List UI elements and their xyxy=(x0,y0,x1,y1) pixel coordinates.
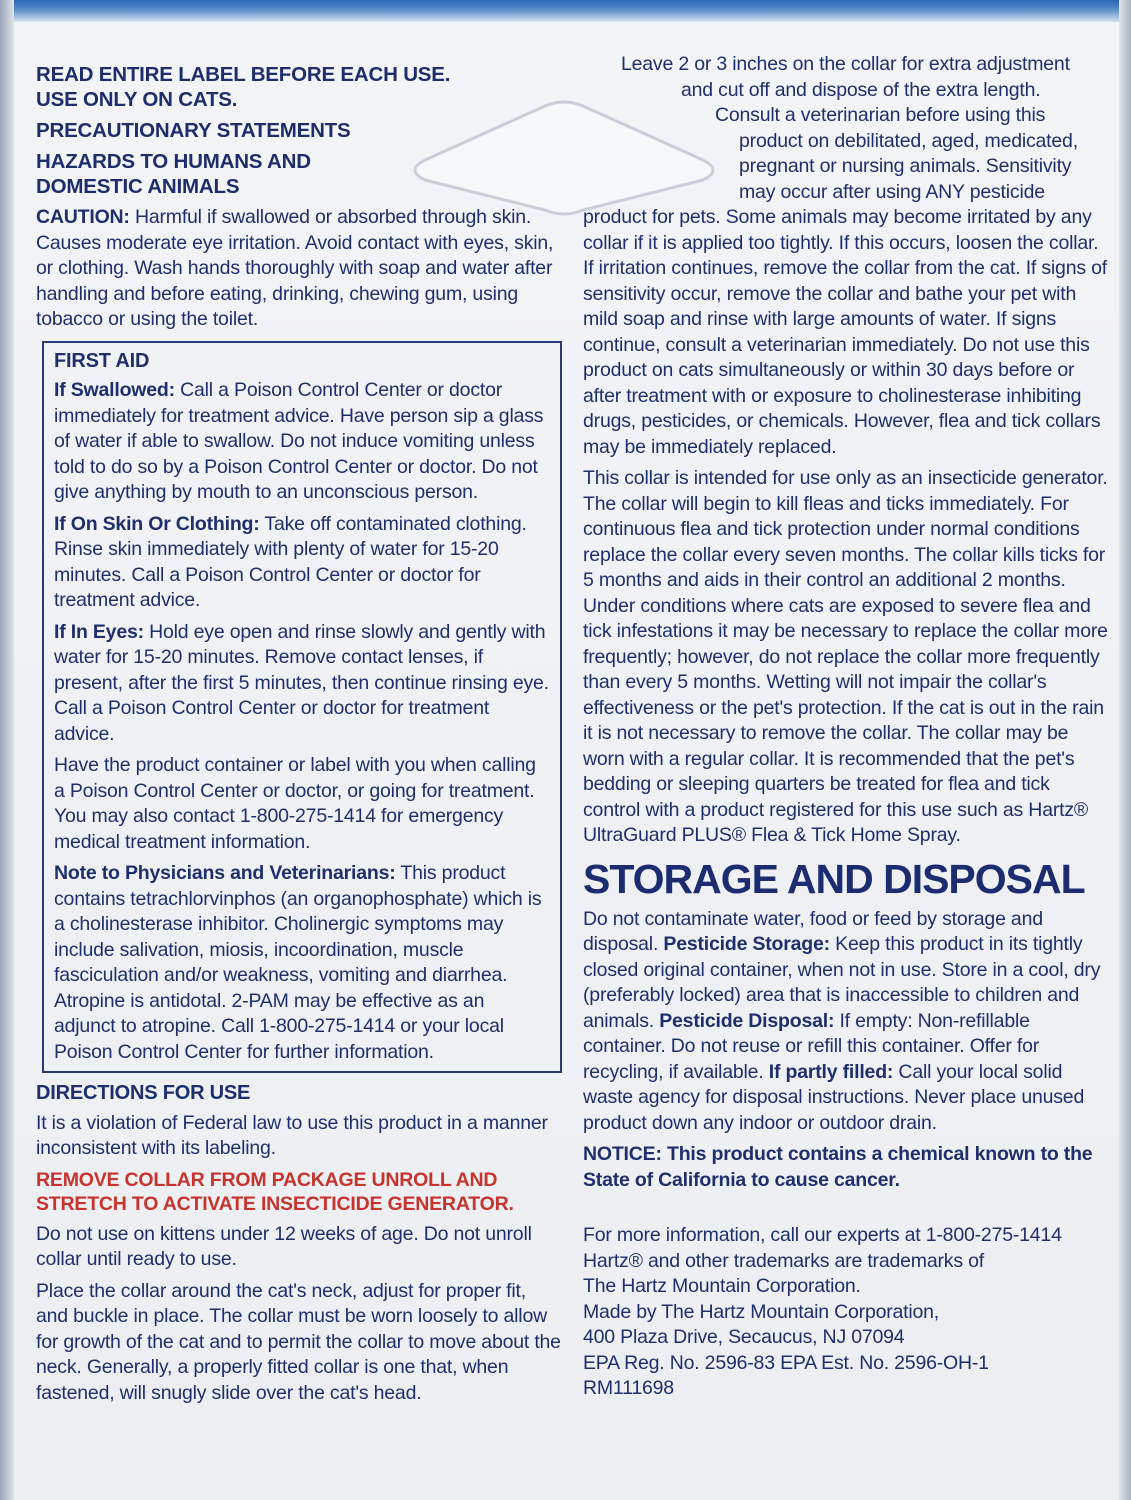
directions-kittens: Do not use on kittens under 12 weeks of age. Do not unroll collar until ready to use. xyxy=(36,1222,532,1270)
caution-label: CAUTION: xyxy=(36,206,130,228)
first-aid-container: Have the product container or label with you when calling a Poison Control Center or doctor, or going for treatment. You may also contact 1-800-275-1414 for emergency medical treatment information. xyxy=(54,754,536,853)
package-top-edge xyxy=(0,0,1131,22)
caution-paragraph xyxy=(36,205,562,333)
heading-hazards-line2: DOMESTIC ANIMALS xyxy=(36,175,240,198)
first-aid-note xyxy=(54,861,550,1065)
sensitivity-paragraph: product for pets. Some animals may become irritated by any collar if it is applied too tightly. If this occurs, loosen the collar. If irritation continues, remove the collar from the cat. If signs of sensitivity occur, remove the collar and bathe your pet with mild soap and rinse with large amounts of water. If signs continue, consult a veterinarian immediately. Do not use this product on cats simultaneously or within 30 days before or after treatment with or exposure to cholinesterase inhibiting drugs, pesticides, or chemicals. However, flea and tick collars may be immediately replaced. xyxy=(583,206,1107,458)
info-epa: EPA Reg. No. 2596-83 EPA Est. No. 2596-OH-1 xyxy=(583,1351,989,1374)
right-line3: Consult a veterinarian before using this xyxy=(715,104,1046,126)
directions-title: DIRECTIONS FOR USE xyxy=(36,1082,251,1104)
first-aid-title: FIRST AID xyxy=(54,349,150,372)
first-aid-box xyxy=(42,341,562,1074)
swallowed-text: Call a Poison Control Center or doctor immediately for treatment advice. Have person sip a glass of water if able to swallow. Do not induce vomiting unless told to do so by a Poison Control Center or doctor. Do not give anything by mouth to an unconscious person. xyxy=(54,379,544,503)
right-line6: may occur after using ANY pesticide xyxy=(739,180,1045,203)
note-text: This product contains tetrachlorvinphos (an organophosphate) which is a cholinesterase inhibitor. Cholinergic symptoms may include salivation, miosis, incoordination, muscle fasciculation and/or weakness, vomiting and diarrhea. Atropine is antidotal. 2-PAM may be effective as an adjunct to atropine. Call 1-800-275-1414 or your local Poison Control Center for further information. xyxy=(54,862,542,1063)
info-corporation: The Hartz Mountain Corporation. xyxy=(583,1275,861,1297)
directions-remove-collar: REMOVE COLLAR FROM PACKAGE UNROLL AND STRETCH TO ACTIVATE INSECTICIDE GENERATOR. xyxy=(36,1168,514,1215)
caution-text: Harmful if swallowed or absorbed through skin. Causes moderate eye irritation. Avoid contact with eyes, skin, or clothing. Wash hands thoroughly with soap and water after handling and before eating, drinking, chewing gum, using tobacco or using the toilet. xyxy=(36,206,554,330)
company-info xyxy=(583,1223,1108,1402)
pesticide-storage-label: Pesticide Storage: xyxy=(663,933,830,955)
info-lot-code: RM111698 xyxy=(583,1377,674,1399)
skin-label: If On Skin Or Clothing: xyxy=(54,512,260,535)
label-heading xyxy=(36,62,562,112)
first-aid-skin xyxy=(54,512,550,614)
package-right-edge xyxy=(1119,0,1131,1500)
pesticide-storage-text: Keep this product in its tightly closed original container, when not in use. Store in a cool, dry (preferably locked) area that is inaccessible to children and animals. xyxy=(583,933,1101,1032)
partly-filled-text: Call your local solid waste agency for disposal instructions. Never place unused product down any indoor or outdoor drain. xyxy=(583,1060,1085,1134)
heading-hazards xyxy=(36,149,562,199)
right-line5: pregnant or nursing animals. Sensitivity xyxy=(739,155,1072,177)
right-line2: and cut off and dispose of the extra length. xyxy=(681,78,1041,101)
pesticide-disposal-text: If empty: Non-refillable container. Do not reuse or refill this container. Offer for recycling, if available. xyxy=(583,1009,1040,1083)
info-address: 400 Plaza Drive, Secaucus, NJ 07094 xyxy=(583,1326,905,1348)
right-line4: product on debilitated, aged, medicated, xyxy=(739,129,1078,152)
storage-intro: Do not contaminate water, food or feed by storage and disposal. xyxy=(583,907,1043,955)
prop65-notice: NOTICE: This product contains a chemical known to the State of California to cause cancer. xyxy=(583,1143,1093,1191)
heading-read-label: READ ENTIRE LABEL BEFORE EACH USE. xyxy=(36,63,451,86)
intended-use-paragraph: This collar is intended for use only as an insecticide generator. The collar will begin to kill fleas and ticks immediately. For continuous flea and tick protection under normal conditions replace the collar every seven months. The collar kills ticks for 5 months and aids in their control an additional 2 months. Under conditions where cats are exposed to severe flea and tick infestations it may be necessary to replace the collar more frequently; however, do not replace the collar more frequently than every 5 months. Wetting will not impair the collar's effectiveness or the pet's protection. If the cat is out in the rain it is not necessary to remove the collar. The collar may be worn with a regular collar. It is recommended that the pet's bedding or sleeping quarters be treated for flea and tick control with a product registered for this use such as Hartz® UltraGuard PLUS® Flea & Tick Home Spray. xyxy=(583,467,1108,846)
heading-hazards-line1: HAZARDS TO HUMANS AND xyxy=(36,150,311,173)
partly-filled-label: If partly filled: xyxy=(768,1060,894,1083)
info-trademark: Hartz® and other trademarks are trademarks of xyxy=(583,1249,984,1272)
storage-title: STORAGE AND DISPOSAL xyxy=(583,855,1085,902)
pesticide-disposal-label: Pesticide Disposal: xyxy=(659,1009,835,1032)
eyes-label: If In Eyes: xyxy=(54,620,144,643)
info-phone: For more information, call our experts at 1-800-275-1414 xyxy=(583,1224,1062,1246)
heading-cats-only: USE ONLY ON CATS. xyxy=(36,88,238,111)
directions-federal: It is a violation of Federal law to use this product in a manner inconsistent with its labeling. xyxy=(36,1111,548,1159)
swallowed-label: If Swallowed: xyxy=(54,379,175,401)
directions-place: Place the collar around the cat's neck, adjust for proper fit, and buckle in place. The collar must be worn loosely to allow for growth of the cat and to permit the collar to move about the neck. Generally, a properly fitted collar is one that, when fastened, will snugly slide over the cat's head. xyxy=(36,1279,561,1404)
heading-precautionary: PRECAUTIONARY STATEMENTS xyxy=(36,119,351,142)
left-column xyxy=(36,62,562,1412)
first-aid-swallowed xyxy=(54,378,550,506)
note-label: Note to Physicians and Veterinarians: xyxy=(54,862,396,884)
first-aid-eyes xyxy=(54,620,550,748)
storage-paragraph xyxy=(583,907,1108,1137)
package-left-edge xyxy=(0,0,14,1500)
skin-text: Take off contaminated clothing. Rinse skin immediately with plenty of water for 15-20 minutes. Call a Poison Control Center or doctor for treatment advice. xyxy=(54,512,527,611)
right-column xyxy=(583,52,1108,1402)
info-made-by: Made by The Hartz Mountain Corporation, xyxy=(583,1300,940,1323)
right-line1: Leave 2 or 3 inches on the collar for extra adjustment xyxy=(621,53,1070,75)
eyes-text: Hold eye open and rinse slowly and gently with water for 15-20 minutes. Remove contact lenses, if present, after the first 5 minutes, then continue rinsing eye. Call a Poison Control Center or doctor for treatment advice. xyxy=(54,620,549,745)
